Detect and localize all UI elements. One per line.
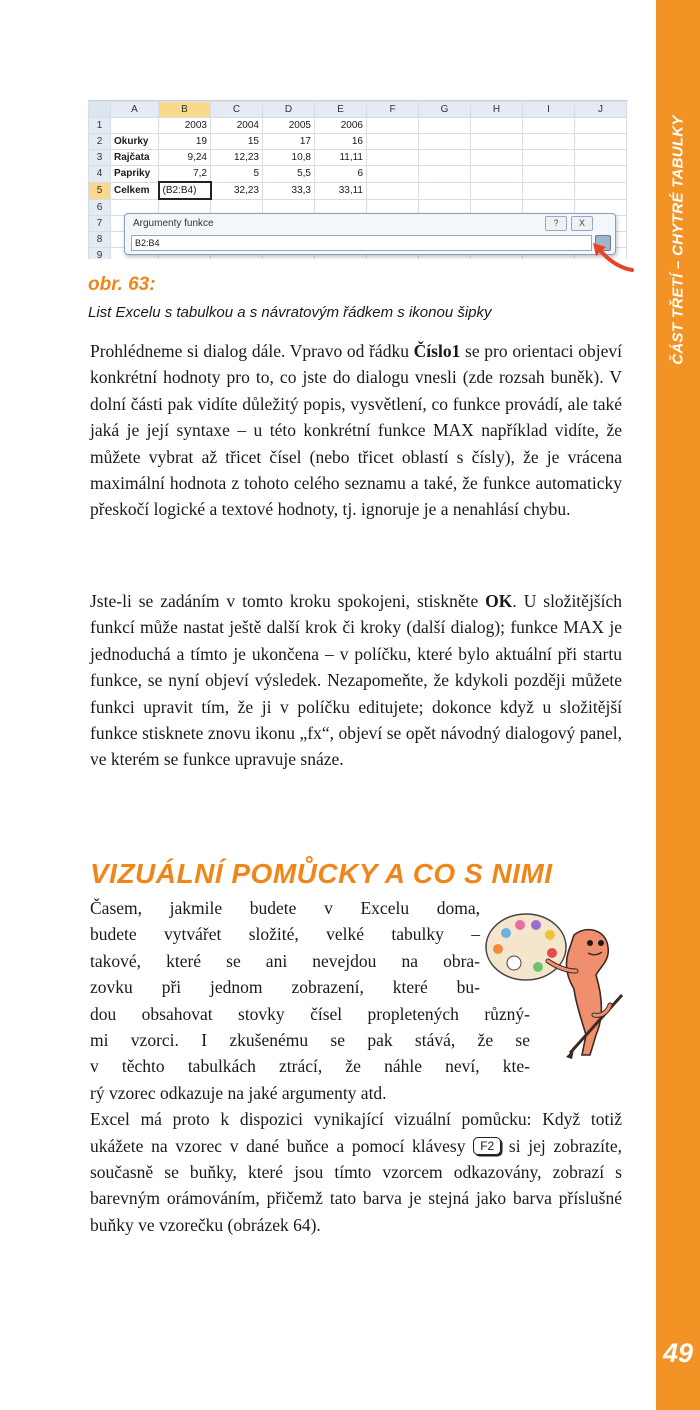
section-heading: VIZUÁLNÍ POMŮCKY A CO S NIMI [90,858,553,889]
paragraph [90,338,622,523]
column-header: H [471,102,523,118]
range-input[interactable]: B2:B4 [131,235,592,251]
table-row [89,166,627,183]
bold-term: Číslo1 [413,341,461,361]
paragraph [90,588,622,773]
paragraph-text [90,1106,622,1238]
cell [111,118,159,134]
dialog-title: Argumenty funkce [133,218,214,229]
column-header: A [111,102,159,118]
cell: 6 [315,166,367,183]
red-pointer-arrow-icon [590,240,634,274]
cell: 2006 [315,118,367,134]
figure-caption-title: obr. 63: [88,274,156,295]
page-number: 49 [662,1338,694,1368]
paragraph-line: dou obsahovat stovky čísel propletených různý- [90,1003,530,1024]
paragraph-line: zovku při jednom zobrazení, které bu- [90,977,480,998]
paragraph-line: mi vzorci. I zkušenému se pak stává, že se [90,1030,530,1051]
cell: 17 [263,134,315,150]
cell: Okurky [111,134,159,150]
row-header: 8 [89,232,111,248]
chapter-title [656,115,700,365]
cell: 2005 [263,118,315,134]
column-header: B [159,102,211,118]
paragraph-text: se pro orientaci objeví konkrétní hodnoty pro to, co jste do dialogu vnesli (zde rozsah buněk). V dolní části pak vidíte důležitý popis, vysvětlení, co funkce provádí, ale také jaká je její syntaxe – u této konkrétní funkce MAX například vidíte, že můžete vybrat až třicet čísel (nebo třicet oblastí s čísly), že je vrácena maximální hodnota z tohoto celého seznamu a také, že funkce automaticky přeskočí logické a textové hodnoty, tj. ignoruje je a nenahlásí chybu. [90,341,622,520]
paragraph-text: . U složitějších funkcí může nastat ještě další krok či kroky (další dialog); funkce MAX je jednoduchá a tímto je ukončena – v políčku, které bylo aktuální při startu funkce, se nyní objeví výsledek. Nezapomeňte, že kdykoli později můžete funkci upravit tím, že ji v políčku editujete; dokonce když u složitější funkce stisknete znovu ikonu „fx“, objeví se opět návodný dialogový panel, ve kterém se funkce upravuje snáze. [90,591,622,770]
cell: 32,23 [211,182,263,199]
paragraph-text: Excel má proto k dispozici vynikající vizuální pomůcku: Když totiž ukážete na vzorec v dané buňce a pomocí klávesy [90,1109,622,1156]
paragraph-line: v těchto tabulkách ztrácí, že náhle neví, kte- [90,1056,530,1077]
table-row [89,182,627,199]
cell: 16 [315,134,367,150]
table-row [89,134,627,150]
f2-key: F2 [473,1137,501,1155]
paragraph-line: takové, které se ani nevejdou na obra- [90,950,480,971]
row-header: 1 [89,118,111,134]
cell: 2004 [211,118,263,134]
cell: 19 [159,134,211,150]
help-button[interactable]: ? [545,216,567,231]
column-header: D [263,102,315,118]
paragraph-text: Prohlédneme si dialog dále. Vpravo od řádku [90,341,414,361]
paragraph-line: Časem, jakmile budete v Excelu doma, [90,898,480,918]
cell: 5 [211,166,263,183]
cell: 33,3 [263,182,315,199]
row-header: 4 [89,166,111,183]
function-arguments-dialog [124,213,616,255]
table-row [89,150,627,166]
row-header: 6 [89,199,111,216]
corner-cell [89,102,111,118]
column-header: F [367,102,419,118]
paragraph-text: si jej zobrazíte, současně se buňky, které jsou tímto vzorcem odkazovány, zobrazí s barevným orámováním, přičemž tato barva je stejná jako barva příslušné buňky ve vzorečku (obrázek 64). [90,1135,622,1235]
table-row [89,118,627,134]
row-header: 9 [89,248,111,260]
chapter-title-text: ČÁST TŘETÍ – CHYTRÉ TABULKY [669,115,687,365]
cell: 10,8 [263,150,315,166]
excel-screenshot [88,100,628,259]
column-header: I [523,102,575,118]
cell: Papriky [111,166,159,183]
column-header: G [419,102,471,118]
cell: 11,11 [315,150,367,166]
column-header: C [211,102,263,118]
cell: 5,5 [263,166,315,183]
cell: 7,2 [159,166,211,183]
column-header: E [315,102,367,118]
cell: Rajčata [111,150,159,166]
cell: 15 [211,134,263,150]
painter-creature-illustration [478,905,628,1065]
row-header: 2 [89,134,111,150]
column-header-row [89,102,627,118]
bold-term: OK [485,591,513,611]
row-header: 5 [89,182,111,199]
cell: 33,11 [315,182,367,199]
row-header: 7 [89,216,111,232]
paragraph-line: budete vytvářet složité, velké tabulky – [90,924,480,945]
figure-caption-text: List Excelu s tabulkou a s návratovým řádkem s ikonou šipky [88,304,492,321]
active-cell[interactable]: (B2:B4) [159,182,211,199]
paragraph-text: Jste-li se zadáním v tomto kroku spokojeni, stiskněte [90,591,486,611]
cell: 2003 [159,118,211,134]
close-button[interactable]: X [571,216,593,231]
cell: 9,24 [159,150,211,166]
column-header: J [575,102,627,118]
row-header: 3 [89,150,111,166]
cell: 12,23 [211,150,263,166]
cell: Celkem [111,182,159,199]
paragraph-line: rý vzorec odkazuje na jaké argumenty atd. [90,1082,387,1103]
